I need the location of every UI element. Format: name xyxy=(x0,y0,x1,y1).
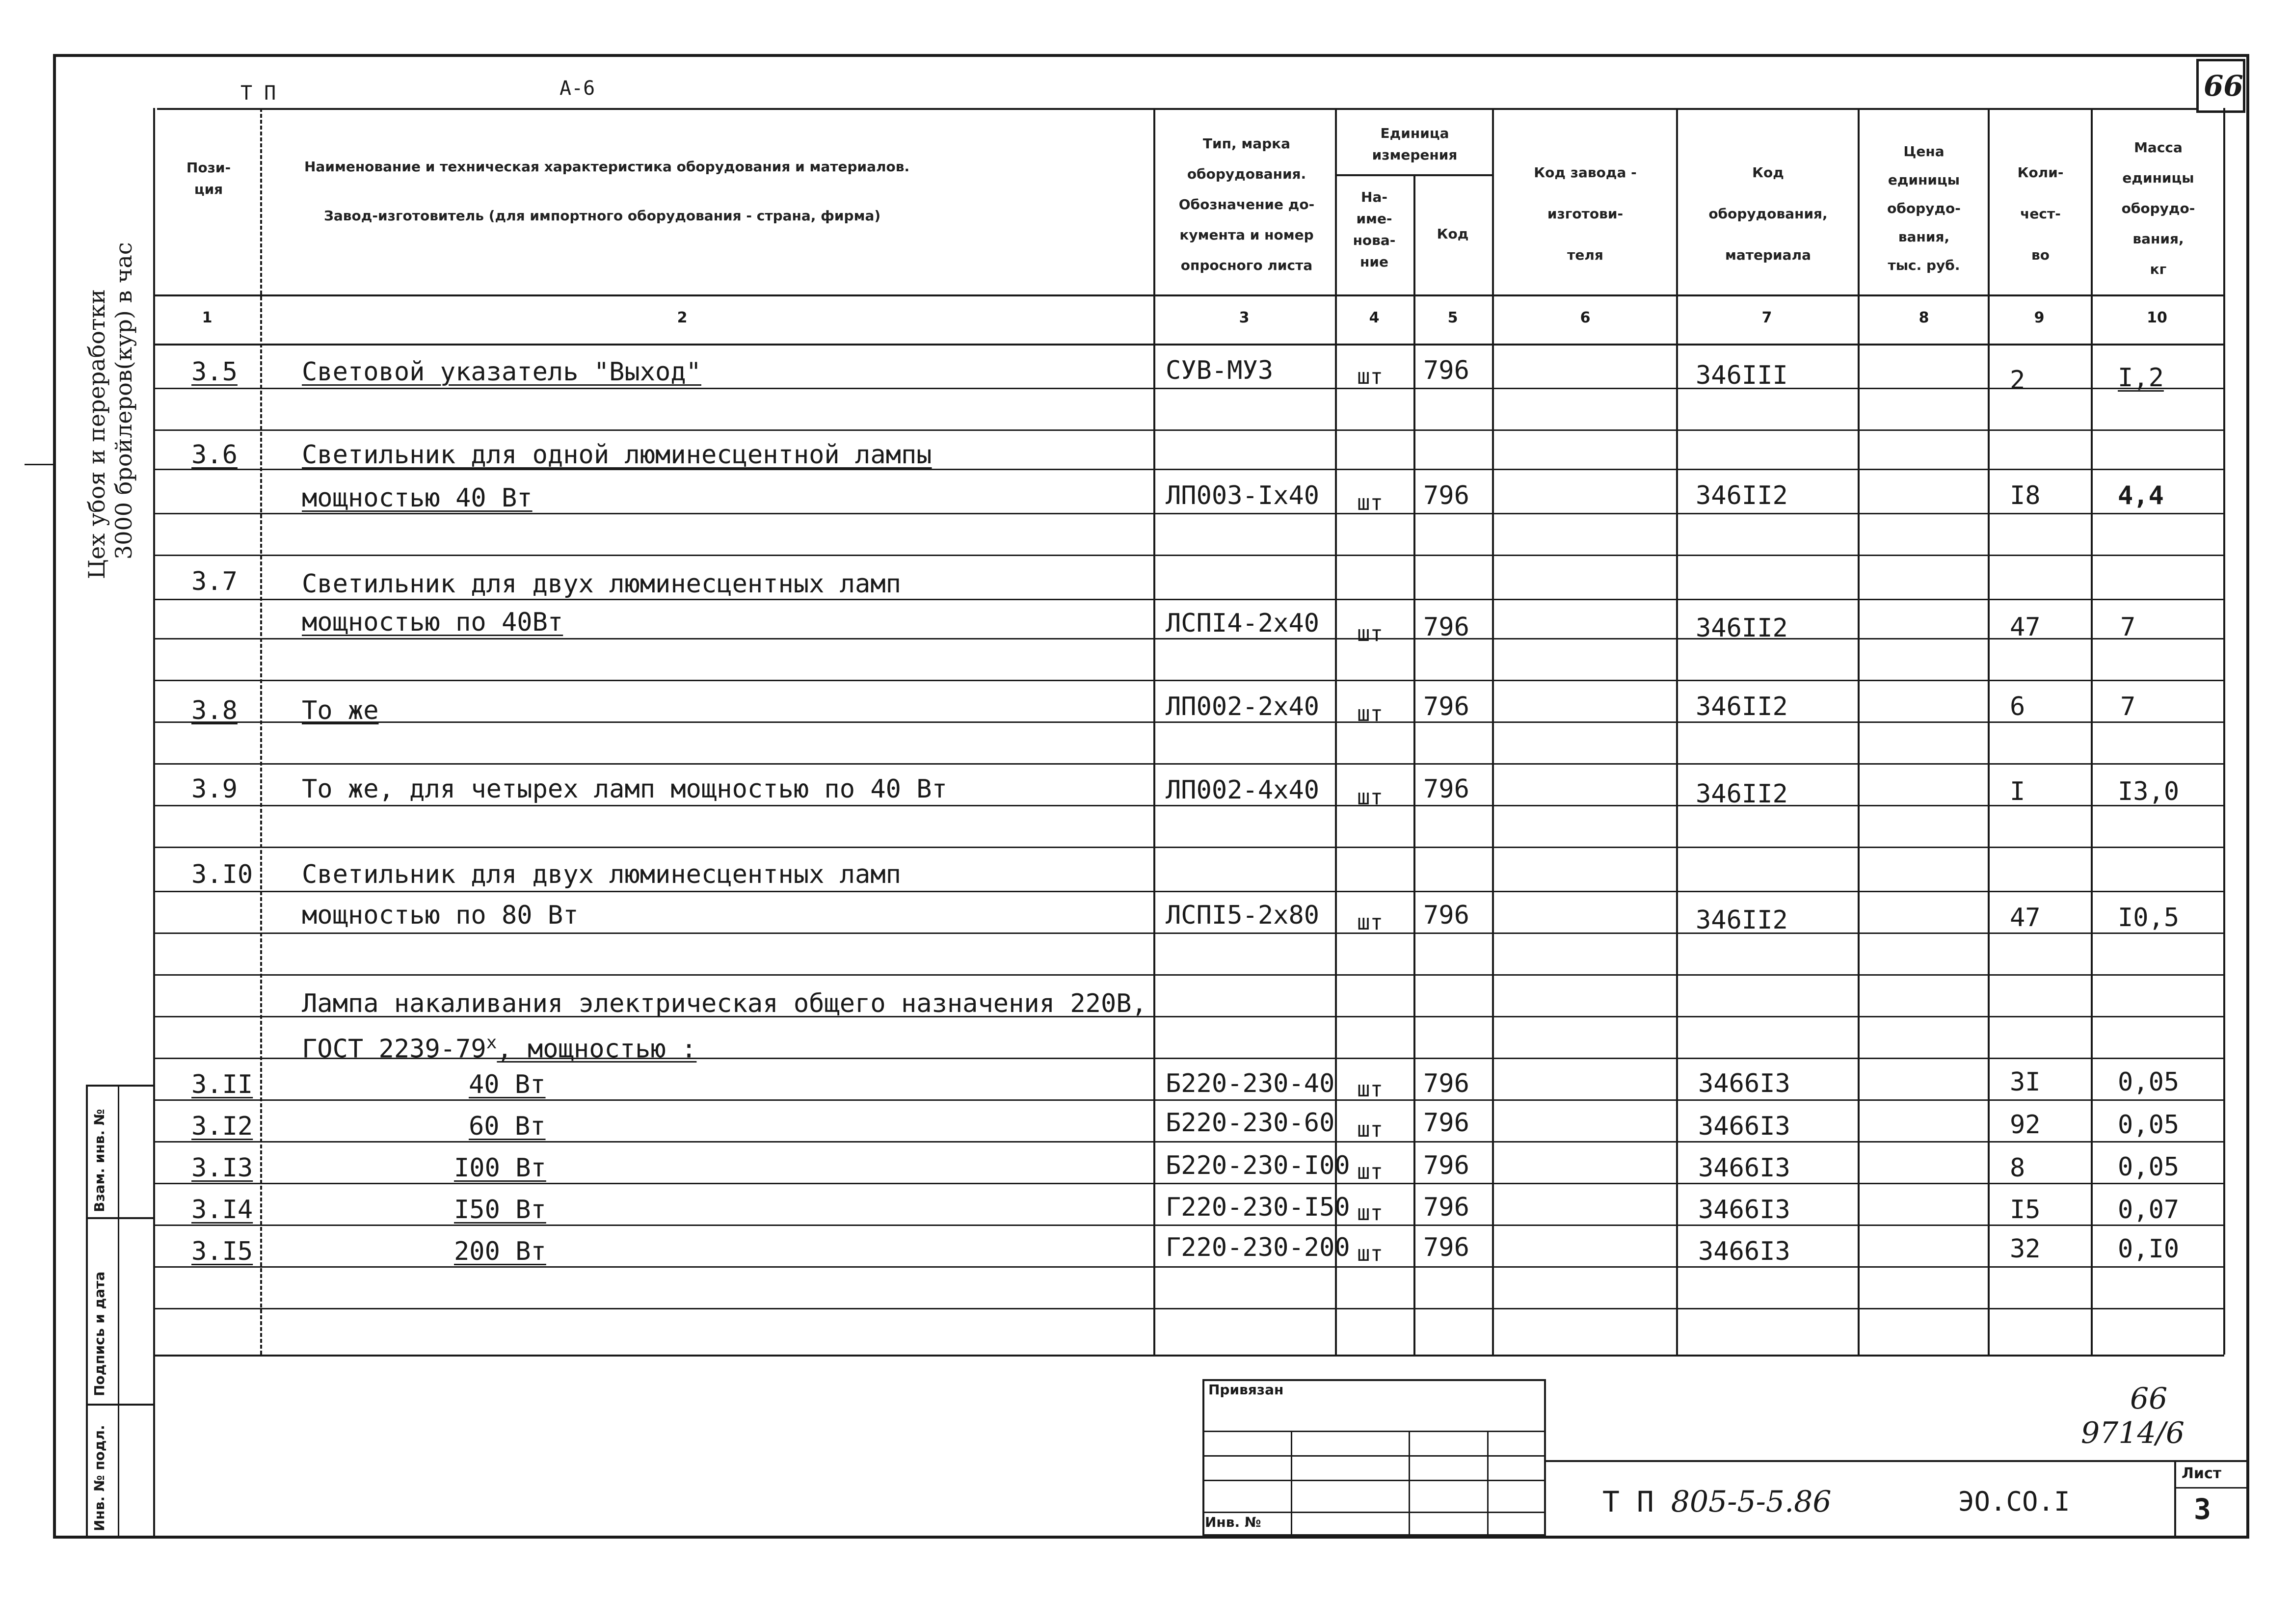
row-line xyxy=(153,1099,2224,1101)
row-name: Светильник для одной люминесцентной лампы xyxy=(302,440,932,470)
lamp-power: 40 Вт xyxy=(469,1070,546,1099)
row-unit-code: 796 xyxy=(1423,901,1469,930)
row-type: ЛП003-Iх40 xyxy=(1166,481,1320,510)
row-quantity: 47 xyxy=(2010,903,2041,932)
top-header-line xyxy=(157,108,2199,110)
row-position: 3.I0 xyxy=(191,860,253,889)
side-title-line1: Цех убоя и переработки xyxy=(83,289,110,579)
col-header-price: Цена единицы оборудо- вания, тыс. руб. xyxy=(1887,143,1961,273)
row-position: 3.8 xyxy=(191,696,238,725)
col-number: 6 xyxy=(1580,309,1591,326)
col-header-unit-name: На- име- нова- ние xyxy=(1353,189,1396,270)
row-type: ЛП002-4х40 xyxy=(1166,775,1320,805)
header-album: А-6 xyxy=(559,77,595,100)
row-mass: 4,4 xyxy=(2118,481,2164,510)
row-line xyxy=(153,388,2224,389)
col-number: 5 xyxy=(1447,309,1458,326)
row-line xyxy=(153,805,2224,806)
row-equipment-code: 346II2 xyxy=(1696,779,1788,809)
header-tp: Т П xyxy=(240,82,276,105)
lamp-power: 60 Вт xyxy=(469,1112,546,1141)
privyazan-label: Привязан xyxy=(1208,1382,1284,1398)
col-header-type: Тип, марка оборудования. Обозначение до- кумента и номер опросного листа xyxy=(1178,135,1315,273)
col-header-quantity: Коли- чест- во xyxy=(2017,164,2064,263)
col-number: 9 xyxy=(2034,309,2045,326)
row-mass: I0,5 xyxy=(2118,903,2180,932)
col-number: 3 xyxy=(1239,309,1250,326)
lamp-quantity: 3I xyxy=(2010,1067,2041,1097)
col-number: 1 xyxy=(202,309,213,326)
col-header-unit-group: Единица измерения xyxy=(1372,125,1458,163)
row-type: ЛП002-2х40 xyxy=(1166,692,1320,721)
lamp-group-gost-sup: х xyxy=(486,1033,497,1053)
row-name: То же xyxy=(302,696,379,725)
lamp-unit-code: 796 xyxy=(1423,1233,1469,1262)
row-type: ЛСПI4-2х40 xyxy=(1166,609,1320,638)
lamp-quantity: 8 xyxy=(2010,1153,2025,1183)
row-type: СУВ-МУЗ xyxy=(1166,356,1274,385)
lamp-group-line2 xyxy=(302,1028,696,1064)
lamp-type: Б220-230-40 xyxy=(1166,1069,1335,1098)
row-equipment-code: 346II2 xyxy=(1696,481,1788,510)
document-code xyxy=(1602,1487,1832,1517)
row-name-cont: мощностью по 40Вт xyxy=(302,608,563,637)
col-header-equipment-code: Код оборудования, материала xyxy=(1708,164,1828,263)
lamp-type: Б220-230-I00 xyxy=(1166,1151,1350,1180)
privyazan-row xyxy=(1202,1455,1546,1457)
lamp-position: 3.I5 xyxy=(191,1237,253,1266)
row-name-cont: мощностью 40 Вт xyxy=(302,483,533,513)
row-quantity: 47 xyxy=(2010,612,2041,642)
header-bottom-line xyxy=(153,294,2224,296)
privyazan-col xyxy=(1487,1431,1489,1536)
row-line xyxy=(153,555,2224,556)
lamp-type: Г220-230-200 xyxy=(1166,1233,1350,1262)
stamp-original-inv: Инв. № подл. xyxy=(91,1425,107,1531)
lamp-mass: 0,05 xyxy=(2118,1110,2180,1140)
row-name: Световой указатель "Выход" xyxy=(302,357,701,387)
lamp-equipment-code: 3466I3 xyxy=(1698,1112,1790,1141)
row-line xyxy=(153,1308,2224,1309)
table-bottom-line xyxy=(153,1355,2224,1357)
col-number: 8 xyxy=(1918,309,1929,326)
stamp-strip-right xyxy=(153,1085,155,1536)
row-equipment-code: 346II2 xyxy=(1696,905,1788,935)
lamp-mass: 0,I0 xyxy=(2118,1234,2180,1264)
edge-tick xyxy=(25,464,54,465)
stamp-strip-sep xyxy=(86,1404,155,1406)
list-number: 3 xyxy=(2194,1492,2211,1526)
row-quantity: I xyxy=(2010,777,2025,806)
document-code-prefix: Т П xyxy=(1602,1485,1654,1518)
row-line xyxy=(153,932,2224,934)
row-line xyxy=(153,847,2224,848)
row-unit-code: 796 xyxy=(1423,692,1469,721)
row-quantity: 2 xyxy=(2010,366,2025,395)
row-name: Светильник для двух люминесцентных ламп xyxy=(302,860,901,889)
row-line xyxy=(153,1266,2224,1268)
row-unit: шт xyxy=(1357,701,1383,726)
list-label: Лист xyxy=(2182,1465,2222,1482)
lamp-unit-code: 796 xyxy=(1423,1108,1469,1138)
col-header-factory-code: Код завода - изготови- теля xyxy=(1534,164,1637,263)
col-number: 4 xyxy=(1369,309,1380,326)
lamp-mass: 0,07 xyxy=(2118,1195,2180,1225)
lamp-unit-code: 796 xyxy=(1423,1193,1469,1222)
stamp-strip-sep xyxy=(86,1217,155,1219)
inv-no-label: Инв. № xyxy=(1205,1514,1261,1530)
lamp-equipment-code: 3466I3 xyxy=(1698,1153,1790,1183)
handwritten-sheet: 66 xyxy=(2130,1382,2168,1416)
col-header-mass: Масса единицы оборудо- вания, кг xyxy=(2121,139,2195,277)
lamp-equipment-code: 3466I3 xyxy=(1698,1195,1790,1225)
privyazan-row xyxy=(1202,1480,1546,1481)
row-line xyxy=(153,1183,2224,1184)
lamp-position: 3.I3 xyxy=(191,1153,253,1183)
row-name: То же, для четырех ламп мощностью по 40 Вт xyxy=(302,774,947,804)
row-line xyxy=(153,763,2224,765)
col-number: 2 xyxy=(677,309,688,326)
row-position: 3.6 xyxy=(191,440,238,470)
lamp-position: 3.I2 xyxy=(191,1112,253,1141)
lamp-position: 3.II xyxy=(191,1070,253,1099)
row-unit-code: 796 xyxy=(1423,356,1469,385)
lamp-unit-code: 796 xyxy=(1423,1069,1469,1098)
row-line xyxy=(153,891,2224,892)
row-unit: шт xyxy=(1357,785,1383,810)
row-mass: I,2 xyxy=(2118,363,2164,393)
row-line xyxy=(153,721,2224,723)
lamp-quantity: I5 xyxy=(2010,1195,2041,1225)
lamp-power: 200 Вт xyxy=(454,1237,546,1266)
lamp-unit-code: 796 xyxy=(1423,1151,1469,1180)
document-code-number: 805-5-5.86 xyxy=(1671,1485,1832,1519)
stamp-replace-inv: Взам. инв. № xyxy=(91,1109,107,1212)
lamp-group-power: , мощностью : xyxy=(497,1034,697,1064)
col-header-unit-code: Код xyxy=(1437,226,1469,242)
title-block-line xyxy=(1546,1460,2248,1462)
col-header-position: Пози- ция xyxy=(186,160,231,197)
row-position: 3.9 xyxy=(191,774,238,804)
section-code: ЭО.СО.I xyxy=(1958,1486,2070,1517)
row-line xyxy=(153,974,2224,976)
lamp-equipment-code: 3466I3 xyxy=(1698,1237,1790,1266)
col-header-name-line1: Наименование и техническая характеристика оборудования и материалов. xyxy=(304,159,910,175)
col-number: 7 xyxy=(1761,309,1772,326)
row-mass: 7 xyxy=(2120,692,2136,721)
row-quantity: 6 xyxy=(2010,692,2025,721)
col-header-name-line2: Завод-изготовитель (для импортного оборудования - страна, фирма) xyxy=(324,208,881,224)
row-name: Светильник для двух люминесцентных ламп xyxy=(302,569,901,599)
row-line xyxy=(153,599,2224,600)
lamp-type: Г220-230-I50 xyxy=(1166,1193,1350,1222)
unit-group-line xyxy=(1335,174,1492,176)
privyazan-col xyxy=(1409,1431,1410,1536)
lamp-type: Б220-230-60 xyxy=(1166,1108,1335,1138)
row-mass: 7 xyxy=(2120,612,2136,642)
lamp-quantity: 32 xyxy=(2010,1234,2041,1264)
lamp-unit: шт xyxy=(1357,1077,1383,1102)
row-position: 3.7 xyxy=(191,567,238,596)
colnum-bottom-line xyxy=(153,344,2224,346)
row-equipment-code: 346III xyxy=(1696,361,1788,390)
row-line xyxy=(153,680,2224,681)
lamp-quantity: 92 xyxy=(2010,1110,2041,1140)
row-equipment-code: 346II2 xyxy=(1696,692,1788,721)
lamp-power: I50 Вт xyxy=(454,1195,546,1225)
lamp-equipment-code: 3466I3 xyxy=(1698,1069,1790,1098)
lamp-position: 3.I4 xyxy=(191,1195,253,1225)
row-unit: шт xyxy=(1357,910,1383,935)
stamp-signature-date: Подпись и дата xyxy=(91,1271,107,1396)
lamp-unit: шт xyxy=(1357,1241,1383,1266)
lamp-unit: шт xyxy=(1357,1200,1383,1225)
side-title-line2: 3000 бройлеров(кур) в час xyxy=(110,242,137,559)
lamp-mass: 0,05 xyxy=(2118,1067,2180,1097)
stamp-strip-top xyxy=(86,1085,155,1087)
row-line xyxy=(153,513,2224,514)
lamp-group-gost: ГОСТ 2239-79 xyxy=(302,1034,486,1064)
lamp-group-line1: Лампа накаливания электрическая общего назначения 220В, xyxy=(302,989,1147,1018)
row-unit-code: 796 xyxy=(1423,774,1469,804)
list-box-sep xyxy=(2174,1487,2248,1489)
sheet-corner-number: 66 xyxy=(2204,69,2243,103)
row-position: 3.5 xyxy=(191,357,238,387)
row-unit: шт xyxy=(1357,621,1383,646)
row-mass: I3,0 xyxy=(2118,777,2180,806)
row-line xyxy=(153,429,2224,431)
privyazan-row xyxy=(1202,1431,1546,1432)
lamp-unit: шт xyxy=(1357,1117,1383,1142)
row-type: ЛСПI5-2х80 xyxy=(1166,901,1320,930)
handwritten-archive: 9714/6 xyxy=(2081,1416,2185,1450)
row-unit-code: 796 xyxy=(1423,481,1469,510)
row-line xyxy=(153,1141,2224,1143)
stamp-strip-left xyxy=(86,1085,88,1536)
row-line xyxy=(153,638,2224,639)
stamp-strip-inner xyxy=(118,1085,119,1536)
row-unit: шт xyxy=(1357,364,1383,389)
lamp-power: I00 Вт xyxy=(454,1153,546,1183)
privyazan-row xyxy=(1202,1512,1546,1513)
col-number: 10 xyxy=(2147,309,2167,326)
privyazan-col xyxy=(1291,1431,1292,1536)
row-unit: шт xyxy=(1357,490,1383,515)
row-quantity: I8 xyxy=(2010,481,2041,510)
row-equipment-code: 346II2 xyxy=(1696,613,1788,643)
row-name-cont: мощностью по 80 Вт xyxy=(302,901,579,930)
row-unit-code: 796 xyxy=(1423,612,1469,642)
row-line xyxy=(153,1225,2224,1226)
lamp-mass: 0,05 xyxy=(2118,1152,2180,1182)
lamp-unit: шт xyxy=(1357,1159,1383,1184)
